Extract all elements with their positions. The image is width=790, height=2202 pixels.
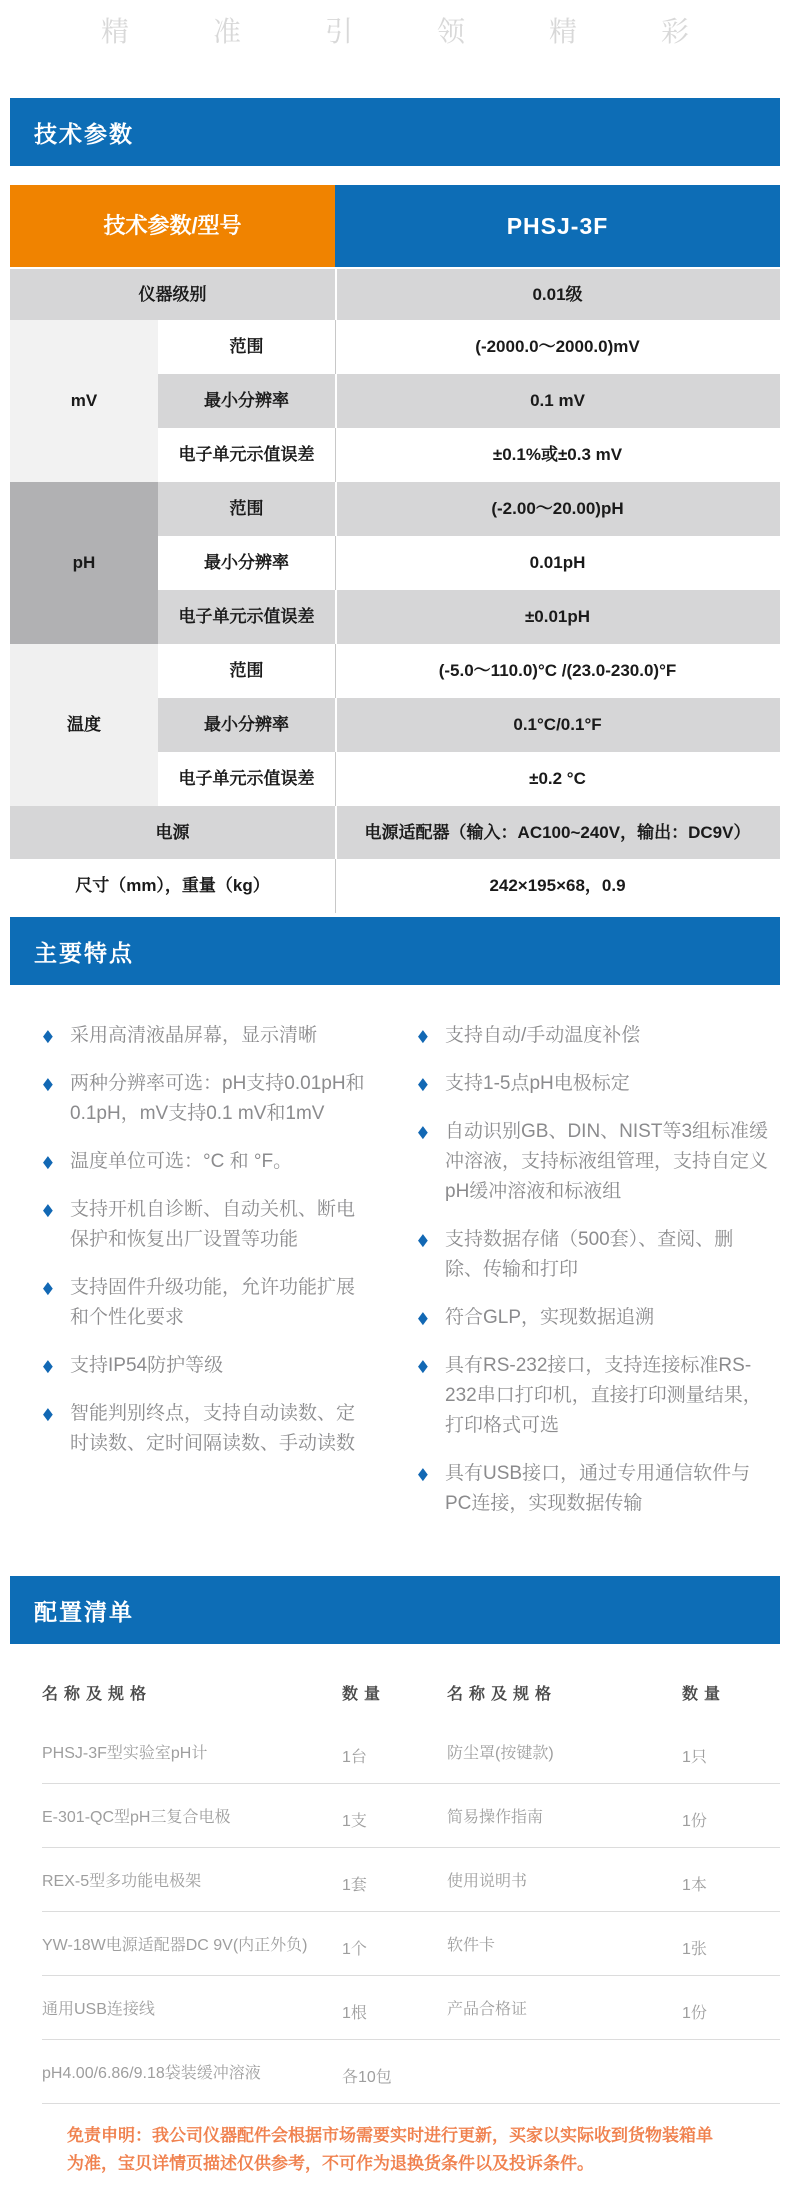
bullet-diamond-icon: ◆ [418,1464,428,1483]
section-bar-tech-params [10,98,780,166]
feature-item [43,1351,373,1381]
packing-item-qty: 1个 [342,1941,367,1958]
bullet-diamond-icon: ◆ [418,1356,428,1375]
packing-item-qty: 1套 [342,1877,367,1894]
packing-row [42,1976,780,2040]
feature-text: 两种分辨率可选：pH支持0.01pH和0.1pH，mV支持0.1 mV和1mV [70,1073,365,1124]
spec-row-label: 范围 [158,320,335,374]
spec-row-value: 0.1 mV [335,374,780,428]
section-title-packing-list: 配置清单 [34,1598,134,1625]
section-bar-main-features [10,917,780,985]
feature-item [43,1069,373,1129]
bullet-diamond-icon: ◆ [418,1308,428,1327]
packing-row [42,2040,780,2104]
feature-text: 支持开机自诊断、自动关机、断电保护和恢复出厂设置等功能 [70,1199,356,1250]
feature-text: 支持数据存储（500套）、查阅、删除、传输和打印 [445,1229,734,1280]
feature-item [418,1069,770,1099]
features-list [0,985,790,1576]
packing-item-qty: 1份 [682,1813,707,1830]
packing-row [42,1720,780,1784]
spec-row-value: (-2000.0～2000.0)mV [335,320,780,374]
bullet-diamond-icon: ◆ [418,1122,428,1141]
packing-row [42,1848,780,1912]
packing-item-qty: 各10包 [342,2069,392,2086]
packing-item-name: YW-18W电源适配器DC 9V(内正外负) [42,1937,308,1954]
packing-list [0,1644,790,2104]
feature-item [418,1117,770,1207]
watermark-banner [0,0,790,98]
bullet-diamond-icon: ◆ [43,1152,53,1171]
spec-row-label: 最小分辨率 [158,698,335,752]
feature-item [43,1195,373,1255]
spec-row-value: 0.01pH [335,536,780,590]
spec-group-mv: mV [10,320,158,482]
packing-item-qty: 1台 [342,1749,367,1766]
packing-item-name: 产品合格证 [447,2001,528,2018]
packing-item-name: pH4.00/6.86/9.18袋装缓冲溶液 [42,2065,261,2082]
packing-item-name: E-301-QC型pH三复合电极 [42,1809,231,1826]
feature-text: 支持固件升级功能，允许功能扩展和个性化要求 [70,1277,356,1328]
packing-item-name: 简易操作指南 [447,1809,544,1826]
feature-text: 温度单位可选：°C 和 °F。 [70,1151,293,1172]
feature-item [43,1399,373,1459]
spec-row-label: 电子单元示值误差 [158,752,335,806]
disclaimer-text: 免责申明：我公司仪器配件会根据市场需要实时进行更新，买家以实际收到货物装箱单为准，宝贝详情页描述仅供参考，不可作为退换货条件以及投诉条件。 [67,2126,713,2173]
packing-header-name: 名称及规格 [447,1685,558,1703]
packing-item-name: 防尘罩(按键款) [447,1745,554,1762]
feature-text: 支持IP54防护等级 [70,1355,224,1376]
packing-item-qty: 1只 [682,1749,707,1766]
spec-group-ph: pH [10,482,158,644]
section-title-main-features: 主要特点 [34,939,134,966]
spec-row-value: (-5.0～110.0)°C /(23.0-230.0)°F [335,644,780,698]
packing-item-name: PHSJ-3F型实验室pH计 [42,1745,208,1762]
packing-header-qty: 数量 [342,1685,387,1703]
spec-row-label: 最小分辨率 [158,374,335,428]
spec-size-value: 242×195×68，0.9 [335,859,780,913]
spec-row-label: 最小分辨率 [158,536,335,590]
feature-item [43,1147,373,1177]
spec-power-label: 电源 [10,806,335,859]
packing-item-name: 通用USB连接线 [42,2001,155,2018]
feature-text: 自动识别GB、DIN、NIST等3组标准缓冲溶液，支持标液组管理，支持自定义pH缓冲溶液和标液组 [445,1121,769,1202]
bullet-diamond-icon: ◆ [43,1026,53,1045]
packing-item-qty: 1份 [682,2005,707,2022]
spec-grade-value: 0.01级 [335,267,780,320]
feature-item [418,1303,770,1333]
spec-header-param-cell: 技术参数/型号 [10,185,335,267]
bullet-diamond-icon: ◆ [418,1026,428,1045]
feature-item [43,1273,373,1333]
spec-row-value: (-2.00～20.00)pH [335,482,780,536]
spec-power-value: 电源适配器（输入：AC100~240V，输出：DC9V） [335,806,780,859]
feature-item [418,1021,770,1051]
bullet-diamond-icon: ◆ [418,1074,428,1093]
spec-table [10,185,780,913]
feature-text: 支持自动/手动温度补偿 [445,1025,641,1046]
spec-row-label: 电子单元示值误差 [158,590,335,644]
spec-group-temperature: 温度 [10,644,158,806]
packing-item-name: REX-5型多功能电极架 [42,1873,202,1890]
section-title-tech-params: 技术参数 [34,120,134,147]
spec-row-value: ±0.01pH [335,590,780,644]
packing-row [42,1784,780,1848]
spec-size-label: 尺寸（mm），重量（kg） [10,859,335,913]
packing-header-name: 名称及规格 [42,1685,153,1703]
packing-item-name: 软件卡 [447,1937,496,1954]
spec-row-value: ±0.1%或±0.3 mV [335,428,780,482]
bullet-diamond-icon: ◆ [43,1200,53,1219]
bullet-diamond-icon: ◆ [43,1074,53,1093]
feature-item [418,1351,770,1441]
feature-text: 采用高清液晶屏幕，显示清晰 [70,1025,318,1046]
packing-item-qty [682,2068,770,2076]
feature-item [43,1021,373,1051]
features-left-column [43,1021,373,1537]
feature-text: 符合GLP，实现数据追溯 [445,1307,655,1328]
features-right-column [418,1021,770,1537]
bullet-diamond-icon: ◆ [418,1230,428,1249]
packing-item-qty: 1根 [342,2005,367,2022]
feature-text: 具有RS-232接口，支持连接标准RS-232串口打印机，直接打印测量结果，打印格式可选 [445,1355,762,1436]
packing-item-name: 使用说明书 [447,1873,528,1890]
feature-item [418,1459,770,1519]
spec-row-label: 范围 [158,482,335,536]
packing-item-qty: 1支 [342,1813,367,1830]
feature-text: 智能判别终点，支持自动读数、定时读数、定时间隔读数、手动读数 [70,1403,356,1454]
packing-item-qty: 1本 [682,1877,707,1894]
watermark-text: 精准引领精彩 [100,16,773,47]
packing-row [42,1912,780,1976]
feature-text: 具有USB接口，通过专用通信软件与PC连接，实现数据传输 [445,1463,751,1514]
spec-row-value: ±0.2 °C [335,752,780,806]
spec-row-value: 0.1°C/0.1°F [335,698,780,752]
spec-header-model-cell: PHSJ-3F [335,185,780,267]
feature-text: 支持1-5点pH电极标定 [445,1073,630,1094]
bullet-diamond-icon: ◆ [43,1404,53,1423]
packing-header-row [42,1678,780,1706]
spec-row-label: 电子单元示值误差 [158,428,335,482]
feature-item [418,1225,770,1285]
spec-grade-label: 仪器级别 [10,267,335,320]
section-bar-packing-list [10,1576,780,1644]
bullet-diamond-icon: ◆ [43,1278,53,1297]
spec-row-label: 范围 [158,644,335,698]
packing-item-qty: 1张 [682,1941,707,1958]
packing-header-qty: 数量 [682,1685,727,1703]
bullet-diamond-icon: ◆ [43,1356,53,1375]
